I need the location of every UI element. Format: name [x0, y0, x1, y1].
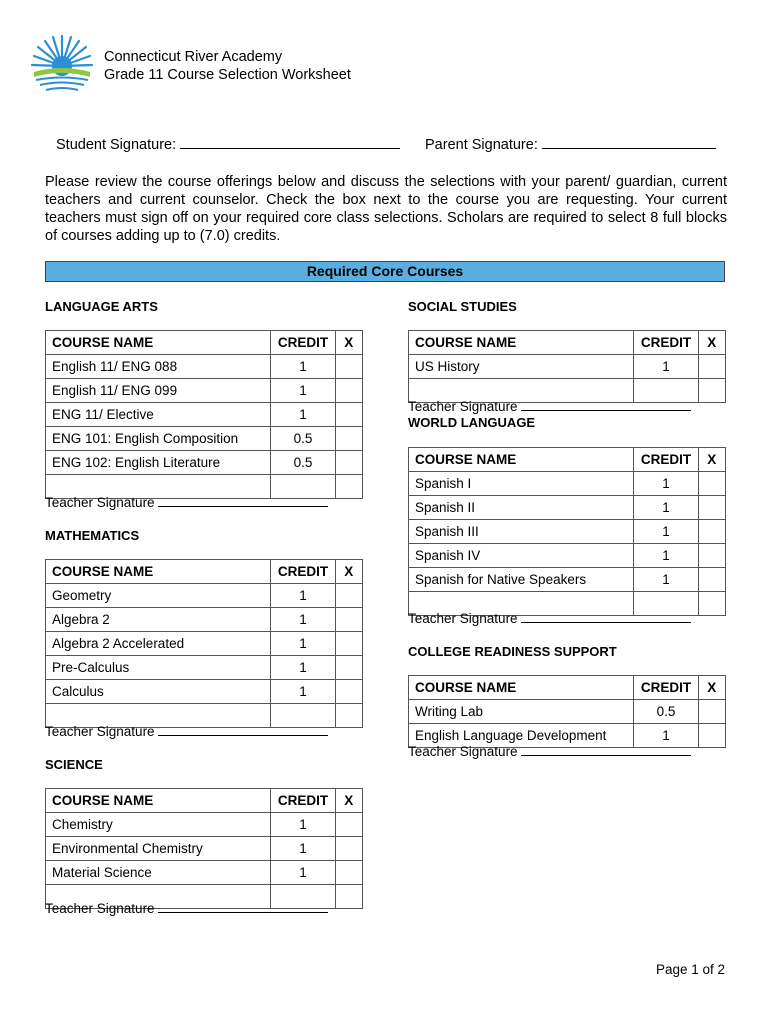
credit-cell: 1	[634, 724, 698, 748]
table-header-row	[409, 676, 726, 700]
select-checkbox[interactable]	[335, 451, 362, 475]
select-checkbox[interactable]	[335, 704, 362, 728]
select-checkbox[interactable]	[698, 496, 725, 520]
course-name-cell: English 11/ ENG 099	[46, 379, 271, 403]
table-row	[409, 355, 726, 379]
course-name-cell: Writing Lab	[409, 700, 634, 724]
section-title-college-readiness: COLLEGE READINESS SUPPORT	[408, 644, 617, 659]
teacher-signature-line[interactable]	[521, 622, 691, 623]
school-name: Connecticut River Academy	[104, 49, 283, 65]
credit-cell: 0.5	[271, 427, 335, 451]
select-checkbox[interactable]	[698, 472, 725, 496]
table-row	[46, 608, 363, 632]
table-row	[409, 568, 726, 592]
teacher-signature-language-arts	[45, 495, 328, 510]
table-row	[46, 837, 363, 861]
select-header: X	[335, 331, 362, 355]
table-row	[46, 861, 363, 885]
course-name-cell: Spanish for Native Speakers	[409, 568, 634, 592]
course-name-cell: Spanish IV	[409, 544, 634, 568]
credit-cell: 1	[634, 568, 698, 592]
select-checkbox[interactable]	[335, 837, 362, 861]
select-checkbox[interactable]	[335, 813, 362, 837]
course-name-header: COURSE NAME	[409, 676, 634, 700]
select-checkbox[interactable]	[335, 656, 362, 680]
table-header-row	[409, 331, 726, 355]
select-checkbox[interactable]	[335, 861, 362, 885]
course-name-cell: ENG 101: English Composition	[46, 427, 271, 451]
credit-cell: 1	[271, 355, 335, 379]
credit-cell: 1	[634, 544, 698, 568]
teacher-signature-mathematics	[45, 724, 328, 739]
credit-cell: 0.5	[271, 451, 335, 475]
select-header: X	[335, 789, 362, 813]
table-header-row	[46, 560, 363, 584]
table-row	[46, 813, 363, 837]
select-checkbox[interactable]	[335, 403, 362, 427]
parent-signature-line[interactable]	[542, 148, 716, 149]
credit-header: CREDIT	[271, 789, 335, 813]
course-name-header: COURSE NAME	[46, 789, 271, 813]
credit-cell: 1	[271, 632, 335, 656]
page-number: Page 1 of 2	[655, 962, 725, 977]
course-name-cell: Geometry	[46, 584, 271, 608]
table-row	[409, 700, 726, 724]
table-row	[46, 584, 363, 608]
teacher-signature-label: Teacher Signature	[408, 399, 518, 414]
select-checkbox[interactable]	[335, 608, 362, 632]
section-title-language-arts: LANGUAGE ARTS	[45, 299, 158, 314]
table-row	[46, 451, 363, 475]
credit-header: CREDIT	[271, 331, 335, 355]
teacher-signature-label: Teacher Signature	[45, 495, 155, 510]
credit-header: CREDIT	[634, 448, 698, 472]
teacher-signature-science	[45, 901, 328, 916]
course-name-header: COURSE NAME	[46, 331, 271, 355]
worksheet-title: Grade 11 Course Selection Worksheet	[104, 67, 351, 83]
teacher-signature-social-studies	[408, 399, 691, 414]
select-checkbox[interactable]	[335, 379, 362, 403]
table-row	[46, 632, 363, 656]
select-checkbox[interactable]	[698, 700, 725, 724]
credit-header: CREDIT	[634, 331, 698, 355]
teacher-signature-college-readiness	[408, 744, 691, 759]
credit-cell: 1	[271, 656, 335, 680]
course-name-cell: Algebra 2 Accelerated	[46, 632, 271, 656]
credit-cell: 1	[634, 520, 698, 544]
teacher-signature-line[interactable]	[521, 755, 691, 756]
credit-cell: 1	[271, 608, 335, 632]
credit-header: CREDIT	[271, 560, 335, 584]
select-checkbox[interactable]	[335, 475, 362, 499]
academy-sun-logo	[30, 32, 94, 96]
credit-cell: 1	[634, 472, 698, 496]
student-signature-line[interactable]	[180, 148, 400, 149]
credit-cell: 1	[271, 584, 335, 608]
credit-cell: 1	[271, 813, 335, 837]
course-name-cell: ENG 11/ Elective	[46, 403, 271, 427]
course-name-cell: Calculus	[46, 680, 271, 704]
course-name-cell: ENG 102: English Literature	[46, 451, 271, 475]
course-name-header: COURSE NAME	[409, 448, 634, 472]
table-header-row	[409, 448, 726, 472]
select-checkbox[interactable]	[335, 427, 362, 451]
course-name-cell: Chemistry	[46, 813, 271, 837]
table-row	[409, 544, 726, 568]
course-name-cell: Algebra 2	[46, 608, 271, 632]
section-title-social-studies: SOCIAL STUDIES	[408, 299, 517, 314]
teacher-signature-label: Teacher Signature	[408, 744, 518, 759]
select-checkbox[interactable]	[335, 584, 362, 608]
select-checkbox[interactable]	[335, 632, 362, 656]
student-signature	[56, 137, 400, 153]
table-row	[46, 680, 363, 704]
course-name-cell: English 11/ ENG 088	[46, 355, 271, 379]
section-title-world-language: WORLD LANGUAGE	[408, 415, 536, 430]
course-name-header: COURSE NAME	[409, 331, 634, 355]
select-checkbox[interactable]	[698, 379, 725, 403]
table-row	[409, 496, 726, 520]
credit-cell: 1	[271, 861, 335, 885]
credit-cell: 1	[634, 355, 698, 379]
table-row	[46, 427, 363, 451]
select-checkbox[interactable]	[335, 355, 362, 379]
teacher-signature-line[interactable]	[158, 912, 328, 913]
required-core-courses-banner: Required Core Courses	[45, 261, 725, 282]
table-row	[46, 403, 363, 427]
select-header: X	[698, 448, 725, 472]
select-checkbox[interactable]	[698, 520, 725, 544]
teacher-signature-label: Teacher Signature	[45, 901, 155, 916]
select-checkbox[interactable]	[698, 568, 725, 592]
table-row	[46, 656, 363, 680]
credit-header: CREDIT	[634, 676, 698, 700]
student-signature-label: Student Signature:	[56, 137, 177, 153]
course-name-cell: Environmental Chemistry	[46, 837, 271, 861]
language-arts-table	[45, 330, 363, 499]
course-name-cell: Material Science	[46, 861, 271, 885]
select-header: X	[698, 331, 725, 355]
course-name-header: COURSE NAME	[46, 560, 271, 584]
select-checkbox[interactable]	[698, 544, 725, 568]
credit-cell: 1	[634, 496, 698, 520]
course-name-cell: US History	[409, 355, 634, 379]
world-language-table	[408, 447, 726, 616]
select-checkbox[interactable]	[335, 885, 362, 909]
teacher-signature-label: Teacher Signature	[45, 724, 155, 739]
credit-cell: 0.5	[634, 700, 698, 724]
section-title-mathematics: MATHEMATICS	[45, 528, 140, 543]
college-readiness-table	[408, 675, 726, 748]
credit-cell: 1	[271, 837, 335, 861]
course-name-cell: Pre-Calculus	[46, 656, 271, 680]
science-table	[45, 788, 363, 909]
select-checkbox[interactable]	[698, 355, 725, 379]
credit-cell: 1	[271, 379, 335, 403]
social-studies-table	[408, 330, 726, 403]
course-name-cell: Spanish II	[409, 496, 634, 520]
course-name-cell: Spanish I	[409, 472, 634, 496]
section-title-science: SCIENCE	[45, 757, 103, 772]
table-row	[409, 472, 726, 496]
select-checkbox[interactable]	[698, 724, 725, 748]
teacher-signature-label: Teacher Signature	[408, 611, 518, 626]
table-header-row	[46, 331, 363, 355]
teacher-signature-world-language	[408, 611, 691, 626]
select-header: X	[335, 560, 362, 584]
mathematics-table	[45, 559, 363, 728]
intro-paragraph: Please review the course offerings below and discuss the selections with your parent/ guardian, current teachers and current counselor. Check the box next to the course you are requesting. Your current teachers must sign off on your required core class selections. Scholars are required to select 8 full blocks of courses adding up to (7.0) credits.	[45, 174, 727, 244]
credit-cell: 1	[271, 680, 335, 704]
parent-signature	[425, 137, 716, 153]
course-name-cell: English Language Development	[409, 724, 634, 748]
course-name-cell: Spanish III	[409, 520, 634, 544]
table-row	[46, 355, 363, 379]
select-checkbox[interactable]	[698, 592, 725, 616]
select-checkbox[interactable]	[335, 680, 362, 704]
select-header: X	[698, 676, 725, 700]
table-header-row	[46, 789, 363, 813]
teacher-signature-line[interactable]	[521, 410, 691, 411]
parent-signature-label: Parent Signature:	[425, 137, 538, 153]
teacher-signature-line[interactable]	[158, 735, 328, 736]
table-row	[409, 520, 726, 544]
teacher-signature-line[interactable]	[158, 506, 328, 507]
credit-cell: 1	[271, 403, 335, 427]
table-row	[46, 379, 363, 403]
